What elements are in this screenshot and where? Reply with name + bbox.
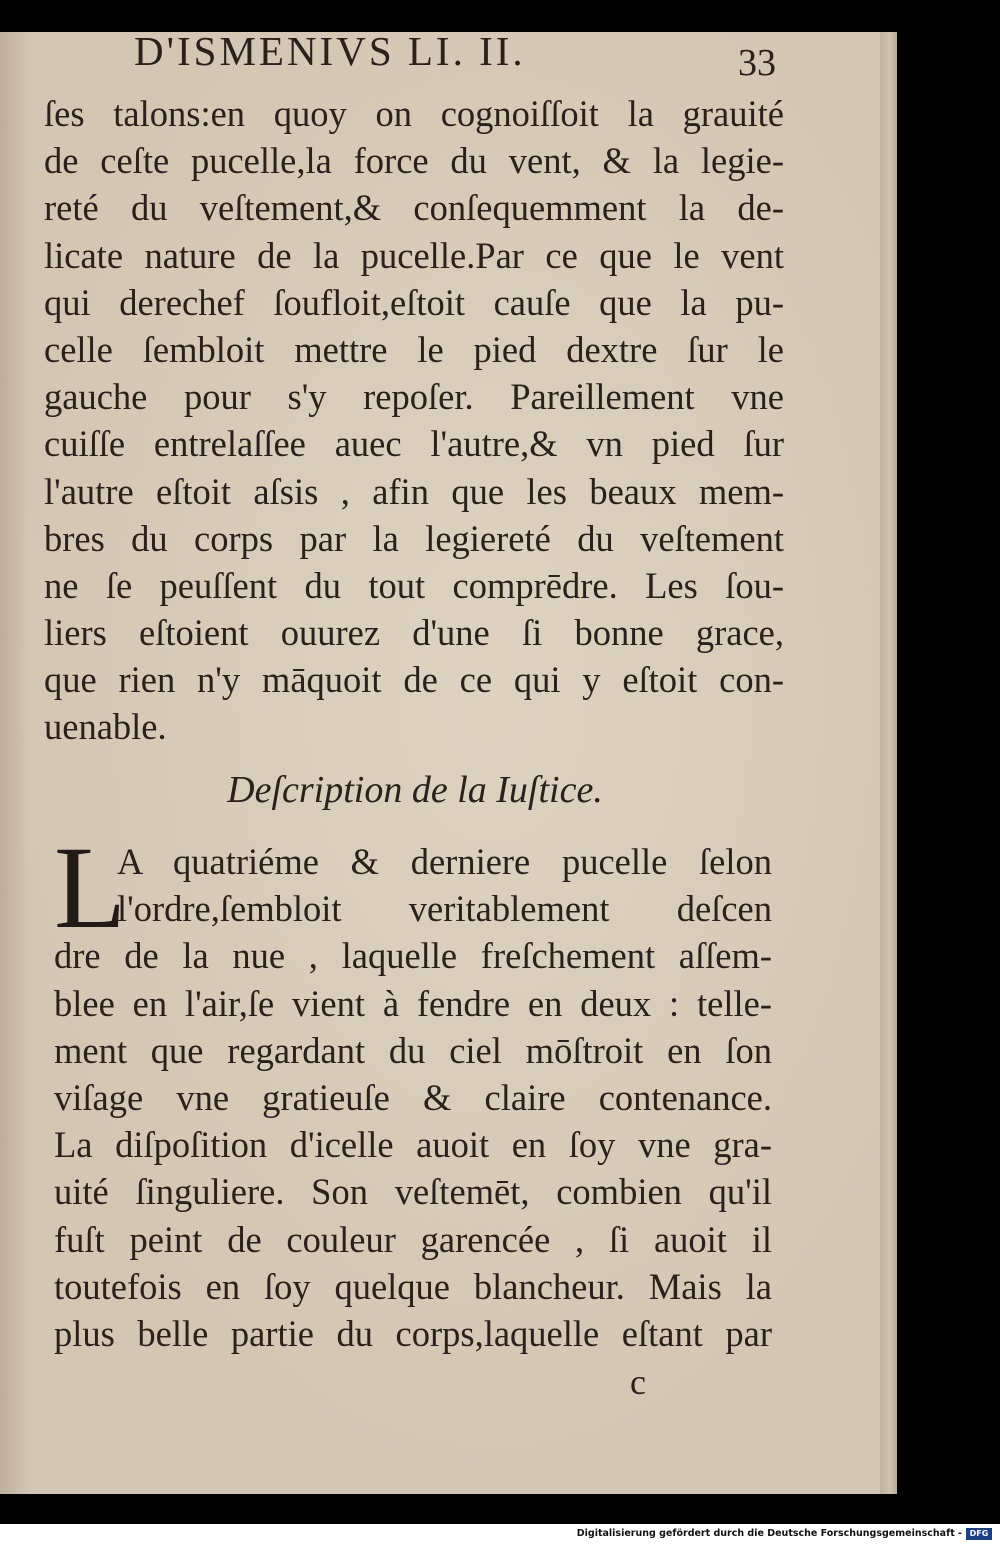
funding-credit: Digitalisierung gefördert durch die Deutsche Forschungsgemeinschaft -	[576, 1528, 962, 1539]
text-line: ſes talons:en quoy on cognoiſſoit la grauité	[44, 93, 784, 134]
text-line: uité ſinguliere. Son veſtemēt, combien qu'il	[54, 1171, 772, 1213]
running-head	[0, 28, 897, 84]
text-line: gauche pour s'y repoſer. Pareillement vne	[44, 376, 784, 418]
text-line: licate nature de la pucelle.Par ce que le vent	[44, 234, 784, 276]
text-line: reté du veſtement,& conſequemment la de-	[44, 187, 784, 229]
text-line: uenable.	[44, 706, 167, 748]
text-line: La diſpoſition d'icelle auoit en ſoy vne gra-	[54, 1124, 772, 1166]
text-line: toutefois en ſoy quelque blancheur. Mais la	[54, 1265, 772, 1307]
text-line: fuſt peint de couleur garencée , ſi auoit il	[54, 1218, 772, 1260]
text-line: de ceſte pucelle,la force du vent, & la legie-	[44, 140, 784, 182]
text-line: plus belle partie du corps,laquelle eſtant par	[54, 1312, 772, 1354]
drop-cap: L	[54, 822, 127, 953]
page-number: 33	[738, 42, 776, 84]
text-line: l'ordre,ſembloit veritablement deſcen	[117, 888, 772, 930]
text-line: l'autre eſtoit aſsis , afin que les beaux mem-	[44, 470, 784, 512]
text-line: qui derechef ſoufloit,eſtoit cauſe que la pu-	[44, 281, 784, 323]
signature-mark: c	[630, 1362, 646, 1402]
text-line: bres du corps par la legiereté du veſtement	[44, 517, 784, 559]
text-line: que rien n'y māquoit de ce qui y eſtoit con-	[44, 659, 784, 701]
text-line: ne ſe peuſſent du tout comprēdre. Les ſou-	[44, 564, 784, 606]
text-line: celle ſembloit mettre le pied dextre ſur le	[44, 328, 784, 370]
section-heading: Deſcription de la Iuſtice.	[227, 769, 603, 811]
text-line: ment que regardant du ciel mōſtroit en ſon	[54, 1029, 772, 1071]
page-edge	[880, 32, 897, 1494]
text-line: cuiſſe entrelaſſee auec l'autre,& vn pied ſur	[44, 423, 784, 465]
footer-bar	[0, 1524, 1000, 1544]
paragraph-1	[44, 90, 784, 751]
text-line: dre de la nue , laquelle freſchement aſſem-	[54, 935, 772, 977]
text-line: liers eſtoient ouurez d'une ſi bonne grace,	[44, 612, 784, 654]
text-line: A quatriéme & derniere pucelle ſelon	[117, 841, 772, 882]
text-line: viſage vne gratieuſe & claire contenance.	[54, 1076, 772, 1118]
paragraph-2	[54, 822, 772, 1357]
running-title: D'ISMENIVS LI. II.	[134, 28, 526, 74]
dfg-logo-icon: DFG	[966, 1528, 992, 1540]
text-line: blee en l'air,ſe vient à fendre en deux : telle-	[54, 982, 772, 1024]
